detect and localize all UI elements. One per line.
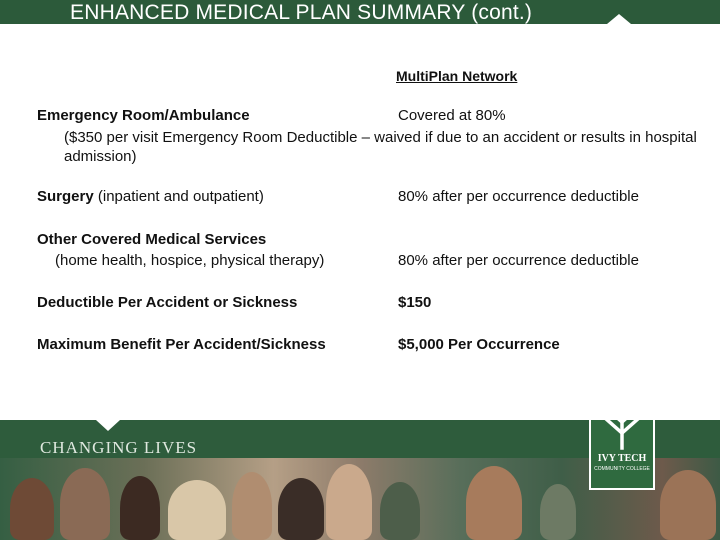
logo-subtitle: COMMUNITY COLLEGE xyxy=(594,466,650,472)
footer-notch xyxy=(96,420,120,431)
page-title: ENHANCED MEDICAL PLAN SUMMARY (cont.) xyxy=(70,1,533,24)
surgery-row-label xyxy=(37,188,264,205)
deductible-value: $150 xyxy=(398,294,432,311)
er-label: Emergency Room/Ambulance xyxy=(37,107,250,124)
deductible-label: Deductible Per Accident or Sickness xyxy=(37,294,298,311)
surgery-label: Surgery xyxy=(37,188,94,205)
other-services-label: Other Covered Medical Services xyxy=(37,231,267,248)
surgery-value: 80% after per occurrence deductible xyxy=(398,188,639,205)
surgery-qualifier: (inpatient and outpatient) xyxy=(93,188,264,205)
ivy-leaf-icon xyxy=(601,420,643,450)
tagline: CHANGING LIVES xyxy=(40,438,198,457)
logo-name: IVY TECH xyxy=(597,453,647,464)
ivy-tech-logo xyxy=(589,420,655,490)
other-services-sub: (home health, hospice, physical therapy) xyxy=(55,252,325,269)
other-services-value: 80% after per occurrence deductible xyxy=(398,252,639,269)
network-column-header: MultiPlan Network xyxy=(396,68,518,84)
er-value: Covered at 80% xyxy=(398,107,506,124)
er-note: ($350 per visit Emergency Room Deductible – waived if due to an accident or results in hospital admission) xyxy=(64,129,697,165)
footer-banner xyxy=(0,420,720,540)
max-benefit-value: $5,000 Per Occurrence xyxy=(398,336,560,353)
max-benefit-label: Maximum Benefit Per Accident/Sickness xyxy=(37,336,326,353)
